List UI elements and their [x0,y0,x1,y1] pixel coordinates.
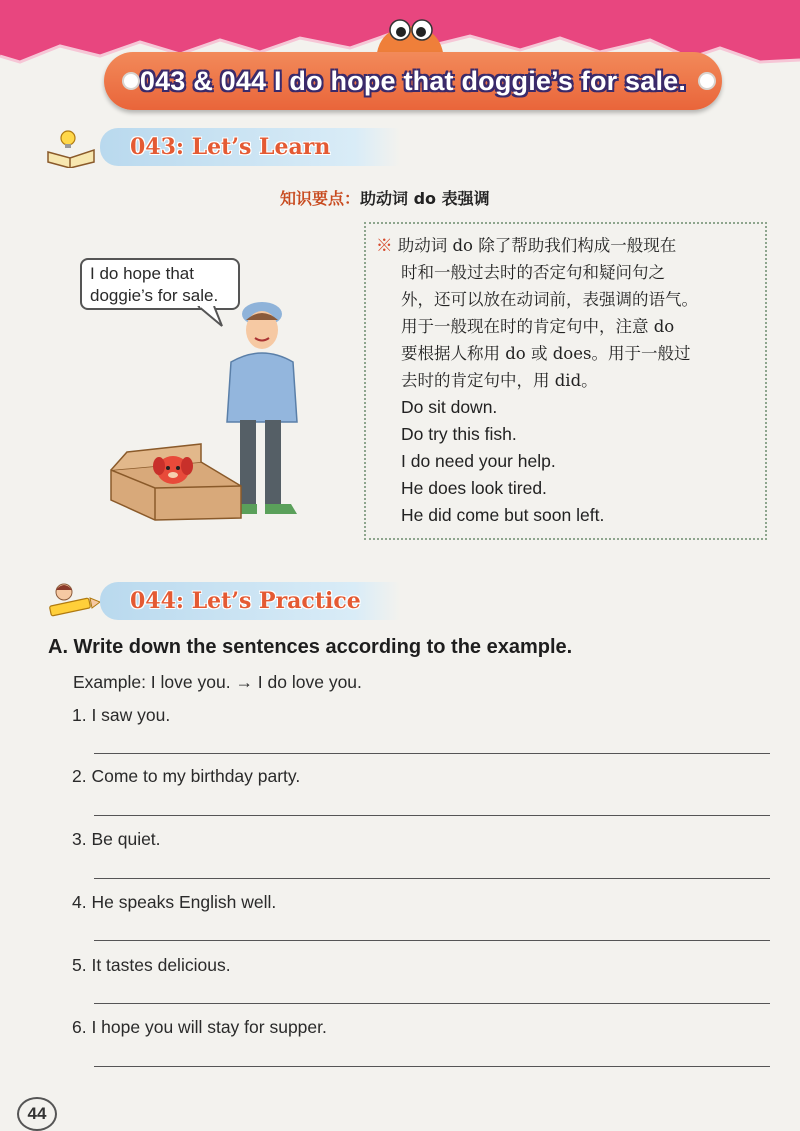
grammar-note-line: 用于一般现在时的肯定句中，注意 do [401,317,675,336]
answer-line[interactable] [94,753,770,754]
practice-section-bar [100,582,400,620]
example-sentence: I do need your help. [401,451,556,471]
exercise-question: 5. It tastes delicious. [72,955,231,975]
banner-dot-left [122,72,140,90]
example-sentence: Do try this fish. [401,424,517,444]
answer-line[interactable] [94,1003,770,1004]
answer-line[interactable] [94,940,770,941]
exercise-question: 4. He speaks English well. [72,892,277,912]
grammar-note-text: 助动词 do 除了帮助我们构成一般现在 [397,236,677,255]
grammar-note-line: 时和一般过去时的否定句和疑问句之 [401,263,665,282]
speech-bubble-line: doggie’s for sale. [90,286,219,305]
practice-section-title: 044: Let’s Practice [130,588,361,614]
example-sentence: He does look tired. [401,478,547,498]
example-sentence: He did come but soon left. [401,505,605,525]
exercise-heading: A. Write down the sentences according to the example. [48,636,573,658]
lesson-title: 043 & 044 I do hope that doggie’s for sale. [139,65,687,96]
book-lightbulb-icon [44,128,98,168]
reference-mark-icon: ※ [376,236,393,255]
exercise-question: 3. Be quiet. [72,829,161,849]
speech-bubble-line: I do hope that [90,264,194,283]
exercise-question: 1. I saw you. [72,705,171,725]
knowledge-point [280,186,490,209]
answer-line[interactable] [94,815,770,816]
learn-section-title: 043: Let’s Learn [130,134,331,160]
lesson-title-banner [104,52,722,110]
grammar-note-line [376,232,755,259]
banner-dot-right [698,72,716,90]
exercise-question: 6. I hope you will stay for supper. [72,1017,327,1037]
example-sentence: Do sit down. [401,397,498,417]
exercise-example: Example: I love you. → I do love you. [73,672,362,692]
exercise-question: 2. Come to my birthday party. [72,766,301,786]
knowledge-point-text: 助动词 do 表强调 [360,189,490,208]
answer-line[interactable] [94,878,770,879]
grammar-note-line: 要根据人称用 do 或 does。用于一般过 [401,344,691,363]
grammar-note-box [364,222,767,540]
boy-with-puppy-box-illustration [105,292,305,522]
grammar-note-line: 外，还可以放在动词前，表强调的语气。 [401,290,698,309]
answer-line[interactable] [94,1066,770,1067]
pencil-kid-icon [46,580,102,620]
page-number: 44 [17,1097,57,1131]
learn-section-bar [100,128,400,166]
grammar-note-line: 去时的肯定句中，用 did。 [401,371,598,390]
knowledge-point-label: 知识要点： [280,189,361,208]
